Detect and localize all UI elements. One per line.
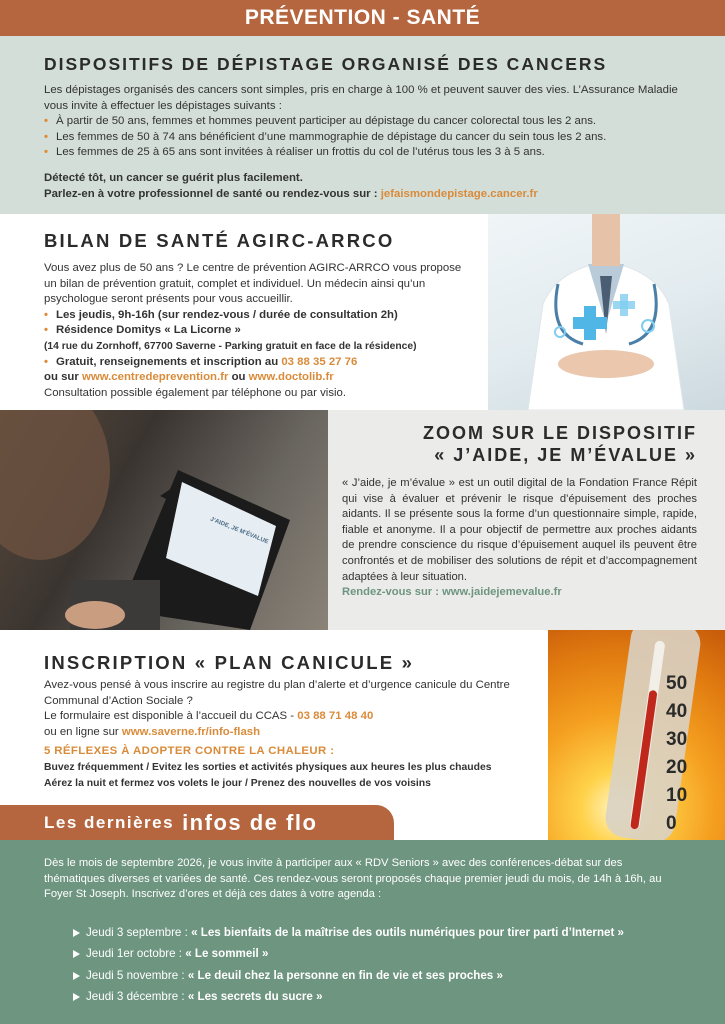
thermo-tick: 10: [666, 785, 688, 806]
bilan-bullet-location: • Résidence Domitys « La Licorne »: [44, 323, 488, 339]
canicule-form-line: [44, 709, 548, 725]
agenda-topic: « Les bienfaits de la maîtrise des outils numériques pour tirer parti d’Internet »: [191, 925, 625, 939]
thermo-tick: 30: [666, 729, 688, 750]
bilan-title: BILAN DE SANTÉ AGIRC-ARRCO: [44, 230, 395, 251]
agenda-date: Jeudi 3 septembre :: [86, 925, 188, 939]
page-banner: [0, 0, 725, 36]
agenda-date: Jeudi 1er octobre :: [86, 947, 183, 961]
agenda-date: Jeudi 5 novembre :: [86, 968, 185, 982]
agenda-topic: « Les secrets du sucre »: [187, 990, 323, 1004]
agenda-topic: « Le deuil chez la personne en fin de vie et ses proches »: [187, 968, 503, 982]
thermo-tick: 40: [666, 701, 688, 722]
cancer-section-title: DISPOSITIFS DE DÉPISTAGE ORGANISÉ DES CANCERS: [44, 54, 608, 74]
agenda-item: [44, 965, 681, 987]
flo-intro: Dès le mois de septembre 2026, je vous invite à participer aux « RDV Seniors » avec des conférences-débat sur des thématiques diverses et variées de santé. Ces rendez-vous seront proposés chaque premier jeudi du mois, de 14h à 16h, au Foyer St Joseph. Inscrivez d’ores et déjà ces dates à votre agenda :: [44, 857, 662, 901]
bilan-or-on: ou sur: [44, 371, 79, 384]
agenda-item: [44, 986, 681, 1008]
agenda-list: [44, 922, 681, 1008]
reflexes-line2: Aérez la nuit et fermez vos volets le jour / Prenez des nouvelles de vos voisins: [44, 777, 431, 789]
canicule-link[interactable]: www.saverne.fr/info-flash: [121, 725, 261, 738]
bilan-links: [44, 370, 488, 386]
cancer-link[interactable]: jefaismondepistage.cancer.fr: [380, 187, 538, 200]
canicule-title: INSCRIPTION « PLAN CANICULE »: [44, 652, 415, 673]
agenda-item: [44, 922, 681, 944]
cancer-tagline: Détecté tôt, un cancer se guérit plus facilement.: [44, 171, 303, 184]
flo-section: [0, 840, 725, 1024]
thermo-tick: 0: [666, 813, 677, 834]
thermo-tick: 20: [666, 757, 688, 778]
cancer-screening-section: [0, 36, 725, 214]
canicule-phone[interactable]: 03 88 71 48 40: [297, 710, 374, 723]
reflexes-title: 5 RÉFLEXES À ADOPTER CONTRE LA CHALEUR :: [44, 745, 335, 758]
cancer-bullet: • Les femmes de 25 à 65 ans sont invitées à réaliser un frottis du col de l’utérus tous les 3 à 5 ans.: [44, 145, 681, 161]
cancer-cta: [44, 187, 681, 203]
cancer-cta-text: Parlez-en à votre professionnel de santé ou rendez-vous sur :: [44, 187, 378, 200]
thermometer-photo: [548, 630, 725, 840]
cancer-intro: Les dépistages organisés des cancers sont simples, pris en charge à 100 % et peuvent sauver des vies. L’Assurance Maladie vous invite à effectuer les dépistages suivants :: [44, 84, 678, 112]
zoom-section: [328, 410, 725, 630]
canicule-online-text: ou en ligne sur: [44, 725, 119, 738]
bilan-info-text: Gratuit, renseignements et inscription au: [56, 355, 279, 368]
thermometer-scale: [666, 670, 716, 838]
bilan-phone[interactable]: 03 88 35 27 76: [281, 355, 358, 368]
bilan-note: Consultation possible également par téléphone ou par visio.: [44, 386, 347, 399]
bilan-intro: Vous avez plus de 50 ans ? Le centre de prévention AGIRC-ARRCO vous propose un bilan de prévention gratuit, complet et individuel. Un médecin ainsi qu’un psychologue seront présents pour vous accueillir.: [44, 262, 462, 306]
canicule-intro: Avez-vous pensé à vous inscrire au registre du plan d’alerte et d’urgence canicule du Centre Communal d’Action Sociale ?: [44, 679, 510, 707]
canicule-section: [0, 630, 548, 805]
thermo-tick: 50: [666, 673, 688, 694]
laptop-photo: [0, 410, 328, 630]
bilan-bullet-schedule: • Les jeudis, 9h-16h (sur rendez-vous / durée de consultation 2h): [44, 308, 488, 324]
canicule-form-text: Le formulaire est disponible à l’accueil du CCAS -: [44, 710, 295, 723]
laptop-illustration: [0, 410, 328, 630]
bilan-bullet-info: [44, 355, 488, 371]
reflexes-line1: Buvez fréquemment / Evitez les sorties et activités physiques aux heures les plus chaudes: [44, 761, 492, 773]
cancer-bullet: • À partir de 50 ans, femmes et hommes peuvent participer au dépistage du cancer colorectal tous les 2 ans.: [44, 114, 681, 130]
bilan-link-centre[interactable]: www.centredeprevention.fr: [81, 371, 229, 384]
zoom-title-line2: « J’AIDE, JE M’ÉVALUE »: [434, 445, 697, 465]
canicule-online-line: [44, 725, 548, 741]
doctor-illustration: [488, 214, 725, 410]
agenda-item: [44, 943, 681, 965]
zoom-link[interactable]: Rendez-vous sur : www.jaidejemevalue.fr: [342, 586, 562, 599]
doctor-photo: [488, 214, 725, 410]
flo-header-tab: [0, 805, 394, 840]
bilan-link-doctolib[interactable]: www.doctolib.fr: [248, 371, 334, 384]
agenda-date: Jeudi 3 décembre :: [86, 990, 185, 1004]
flo-label-big: infos de flo: [182, 809, 318, 835]
page-title: PRÉVENTION - SANTÉ: [244, 6, 481, 29]
agenda-topic: « Le sommeil »: [185, 947, 269, 961]
zoom-title-line1: ZOOM SUR LE DISPOSITIF: [422, 423, 697, 443]
bilan-or: ou: [231, 371, 246, 384]
laptop-screen-text: J’AIDE, JE M’ÉVALUE: [209, 516, 270, 546]
bilan-address: (14 rue du Zornhoff, 67700 Saverne - Parking gratuit en face de la résidence): [44, 340, 417, 352]
zoom-body: « J’aide, je m’évalue » est un outil digital de la Fondation France Répit qui vise à évaluer et prévenir le risque d’épuisement des proches aidants. Il se présente sous la forme d’un questionnaire simple, rapide, fiable et anonyme. Il a pour objectif de permettre aux proches aidants de prendre conscience du risque d’épuisement auquel ils peuvent être confrontés et de mobiliser des solutions de répit et d’accompagnement adaptées à leur situation.: [342, 477, 697, 583]
flo-label-small: Les dernières: [44, 812, 175, 832]
bilan-section: [0, 214, 488, 410]
cancer-bullet: • Les femmes de 50 à 74 ans bénéficient d’une mammographie de dépistage du cancer du sein tous les 2 ans.: [44, 130, 681, 146]
